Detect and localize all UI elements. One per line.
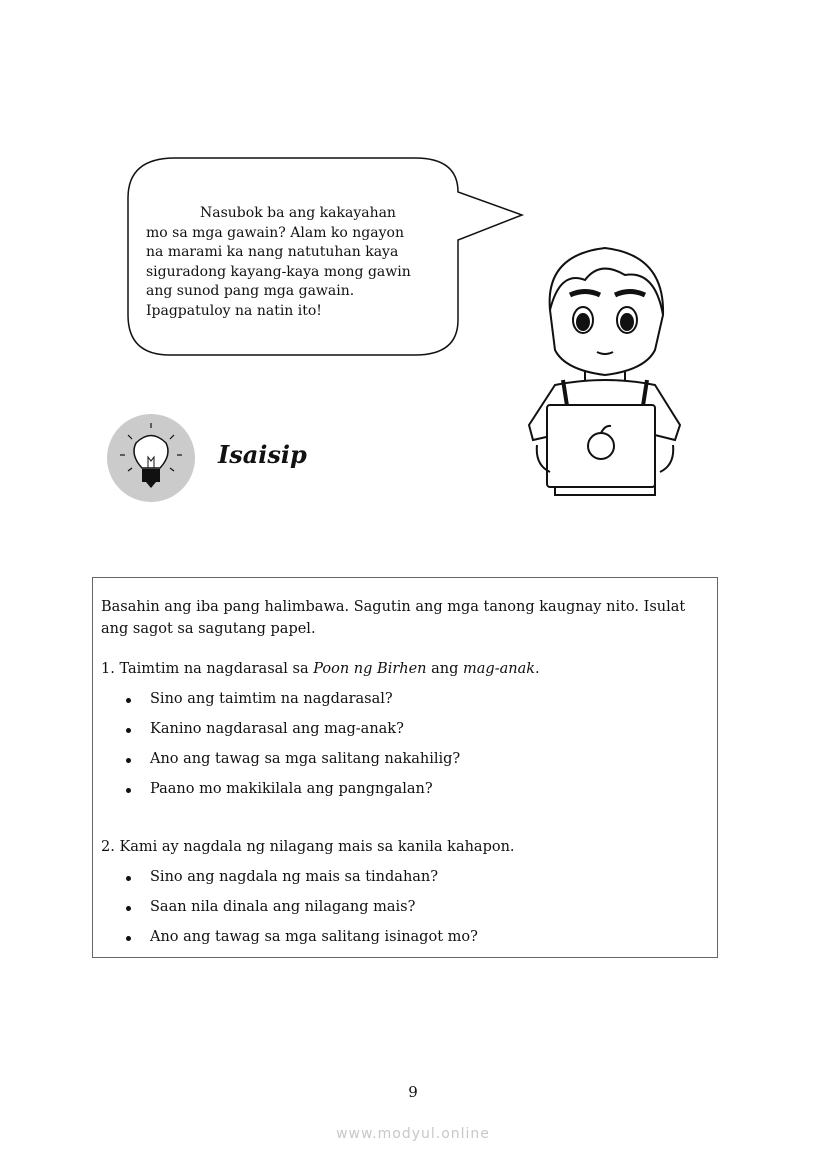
watermark: www.modyul.online [336, 1126, 490, 1142]
instructions-line: Basahin ang iba pang halimbawa. Sagutin ang mga tanong kaugnay nito. Isulat [101, 599, 686, 615]
page-number: 9 [408, 1083, 418, 1101]
text: . [535, 661, 540, 677]
question: Saan nila dinala ang nilagang mais? [150, 899, 416, 915]
italic-noun: Poon ng Birhen [313, 661, 427, 677]
item-2-sentence: 2. Kami ay nagdala ng nilagang mais sa kanila kahapon. [101, 839, 515, 855]
question: Kanino nagdarasal ang mag-anak? [150, 721, 404, 737]
lightbulb-icon [106, 413, 196, 503]
bullet-icon [126, 936, 131, 941]
item-1-sentence [101, 661, 540, 677]
speech-bubble-text [146, 204, 446, 321]
bullet-icon [126, 698, 131, 703]
italic-noun: mag-anak [463, 661, 536, 677]
question: Ano ang tawag sa mga salitang isinagot mo? [150, 929, 478, 945]
text: ang [426, 661, 464, 677]
bubble-line: siguradong kayang-kaya mong gawin [146, 263, 411, 280]
student-with-tablet-illustration [515, 240, 695, 505]
bullet-icon [126, 728, 131, 733]
bubble-line: ang sunod pang mga gawain. [146, 283, 355, 299]
bullet-icon [126, 788, 131, 793]
section-title: Isaisip [218, 440, 307, 469]
text: 1. Taimtim na nagdarasal sa [101, 661, 314, 677]
bullet-icon [126, 906, 131, 911]
question: Ano ang tawag sa mga salitang nakahilig? [150, 751, 461, 767]
question: Sino ang nagdala ng mais sa tindahan? [150, 869, 439, 885]
bubble-line: Nasubok ba ang kakayahan [200, 205, 396, 221]
question: Sino ang taimtim na nagdarasal? [150, 691, 393, 707]
bullet-icon [126, 876, 131, 881]
instructions-line: ang sagot sa sagutang papel. [101, 621, 316, 637]
bubble-line: na marami ka nang natutuhan kaya [146, 244, 399, 260]
question: Paano mo makikilala ang pangngalan? [150, 781, 433, 797]
bubble-line: mo sa mga gawain? Alam ko ngayon [146, 224, 404, 241]
bullet-icon [126, 758, 131, 763]
bubble-line: Ipagpatuloy na natin ito! [146, 302, 322, 319]
